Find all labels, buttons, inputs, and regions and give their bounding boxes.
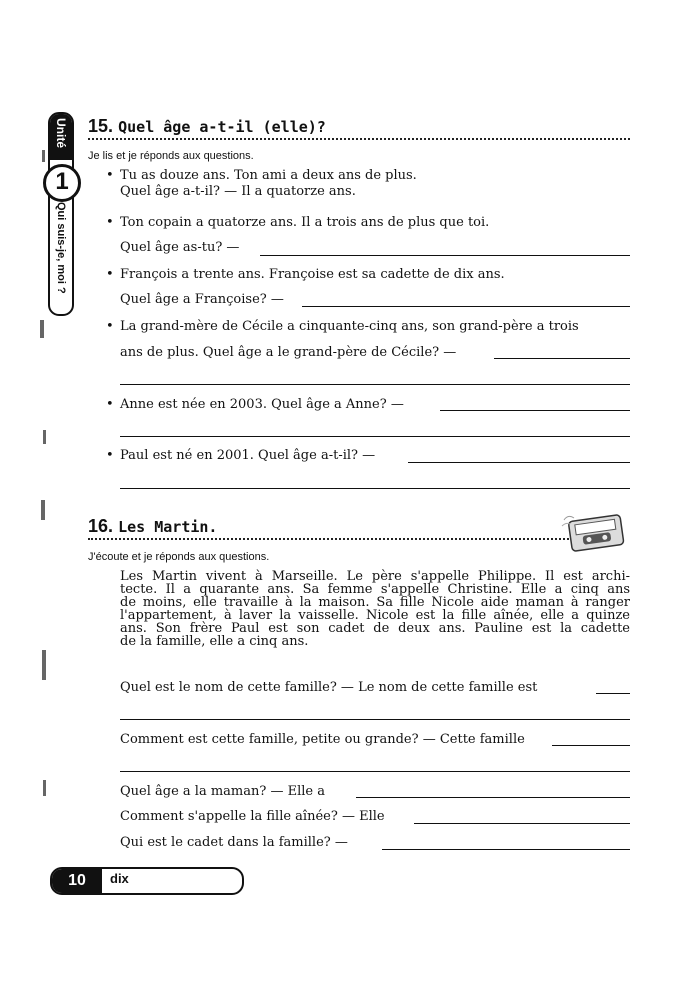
answer-line[interactable]	[414, 823, 630, 824]
page-number-word: dix	[110, 871, 129, 886]
scan-noise	[41, 500, 45, 520]
bullet: •	[106, 267, 114, 282]
text-line: l'appartement, à laver la vaisselle. Nicole est la fille aînée, elle a quinze	[120, 608, 630, 623]
text-line: ans. Son frère Paul est son cadet de deux ans. Pauline est la cadette	[120, 621, 630, 636]
text-line: tecte. Il a quarante ans. Sa femme s'appelle Christine. Elle a cinq ans	[120, 582, 630, 597]
page-footer-tab	[50, 867, 244, 895]
page-number: 10	[52, 869, 102, 893]
item-line: Anne est née en 2003. Quel âge a Anne? —	[120, 397, 404, 412]
exercise-instruction: J'écoute et je réponds aux questions.	[88, 551, 270, 563]
answer-line[interactable]	[120, 436, 630, 437]
exercise-number: 16.	[88, 516, 114, 536]
exercise-title: Les Martin.	[118, 518, 218, 536]
item-line: La grand-mère de Cécile a cinquante-cinq ans, son grand-père a trois	[120, 319, 579, 334]
exercise-16-heading	[88, 516, 217, 537]
bullet: •	[106, 215, 114, 230]
bullet: •	[106, 319, 114, 334]
item-line: Quel âge as-tu? —	[120, 240, 240, 255]
item-line: Quel âge a-t-il? — Il a quatorze ans.	[120, 184, 356, 199]
bullet: •	[106, 448, 114, 463]
item-line: Tu as douze ans. Ton ami a deux ans de plus.	[120, 168, 417, 183]
exercise-number: 15.	[88, 116, 114, 136]
item-line: Paul est né en 2001. Quel âge a-t-il? —	[120, 448, 376, 463]
unit-title: Qui suis-je, moi ?	[55, 202, 67, 294]
answer-line[interactable]	[260, 255, 630, 256]
scan-noise	[42, 150, 45, 162]
question-line: Quel est le nom de cette famille? — Le nom de cette famille est	[120, 680, 538, 695]
text-line: Les Martin vivent à Marseille. Le père s'appelle Philippe. Il est archi-	[120, 569, 630, 584]
listening-text	[120, 570, 630, 648]
answer-line[interactable]	[120, 719, 630, 720]
item-line: François a trente ans. Françoise est sa cadette de dix ans.	[120, 267, 505, 282]
question-line: Quel âge a la maman? — Elle a	[120, 784, 325, 799]
scan-noise	[43, 430, 46, 444]
dotted-divider	[88, 538, 620, 540]
text-line: de la famille, elle a cinq ans.	[120, 634, 309, 649]
item-line: Ton copain a quatorze ans. Il a trois ans de plus que toi.	[120, 215, 490, 230]
scan-noise	[42, 650, 46, 680]
scan-noise	[40, 320, 44, 338]
answer-line[interactable]	[552, 745, 630, 746]
bullet: •	[106, 397, 114, 412]
unit-label: Unité	[54, 118, 68, 148]
answer-line[interactable]	[382, 849, 630, 850]
item-line: ans de plus. Quel âge a le grand-père de Cécile? —	[120, 345, 457, 360]
unit-number: 1	[43, 164, 81, 202]
answer-line[interactable]	[120, 384, 630, 385]
answer-line[interactable]	[356, 797, 630, 798]
dotted-divider	[88, 138, 630, 140]
exercise-title: Quel âge a-t-il (elle)?	[118, 118, 326, 136]
answer-line[interactable]	[302, 306, 630, 307]
question-line: Comment s'appelle la fille aînée? — Elle	[120, 809, 385, 824]
bullet: •	[106, 168, 114, 183]
answer-line[interactable]	[494, 358, 630, 359]
answer-line[interactable]	[120, 771, 630, 772]
question-line: Comment est cette famille, petite ou grande? — Cette famille	[120, 732, 525, 747]
unit-label-box	[50, 114, 72, 160]
answer-line[interactable]	[440, 410, 630, 411]
question-line: Qui est le cadet dans la famille? —	[120, 835, 348, 850]
exercise-instruction: Je lis et je réponds aux questions.	[88, 150, 254, 162]
cassette-icon	[560, 508, 632, 556]
scan-noise	[43, 780, 46, 796]
item-line: Quel âge a Françoise? —	[120, 292, 284, 307]
answer-line[interactable]	[120, 488, 630, 489]
unit-side-tab	[48, 112, 74, 316]
text-line: de moins, elle travaille à la maison. Sa fille Nicole aide maman à ranger	[120, 595, 630, 610]
answer-line[interactable]	[596, 693, 630, 694]
answer-line[interactable]	[408, 462, 630, 463]
exercise-15-heading	[88, 116, 326, 137]
